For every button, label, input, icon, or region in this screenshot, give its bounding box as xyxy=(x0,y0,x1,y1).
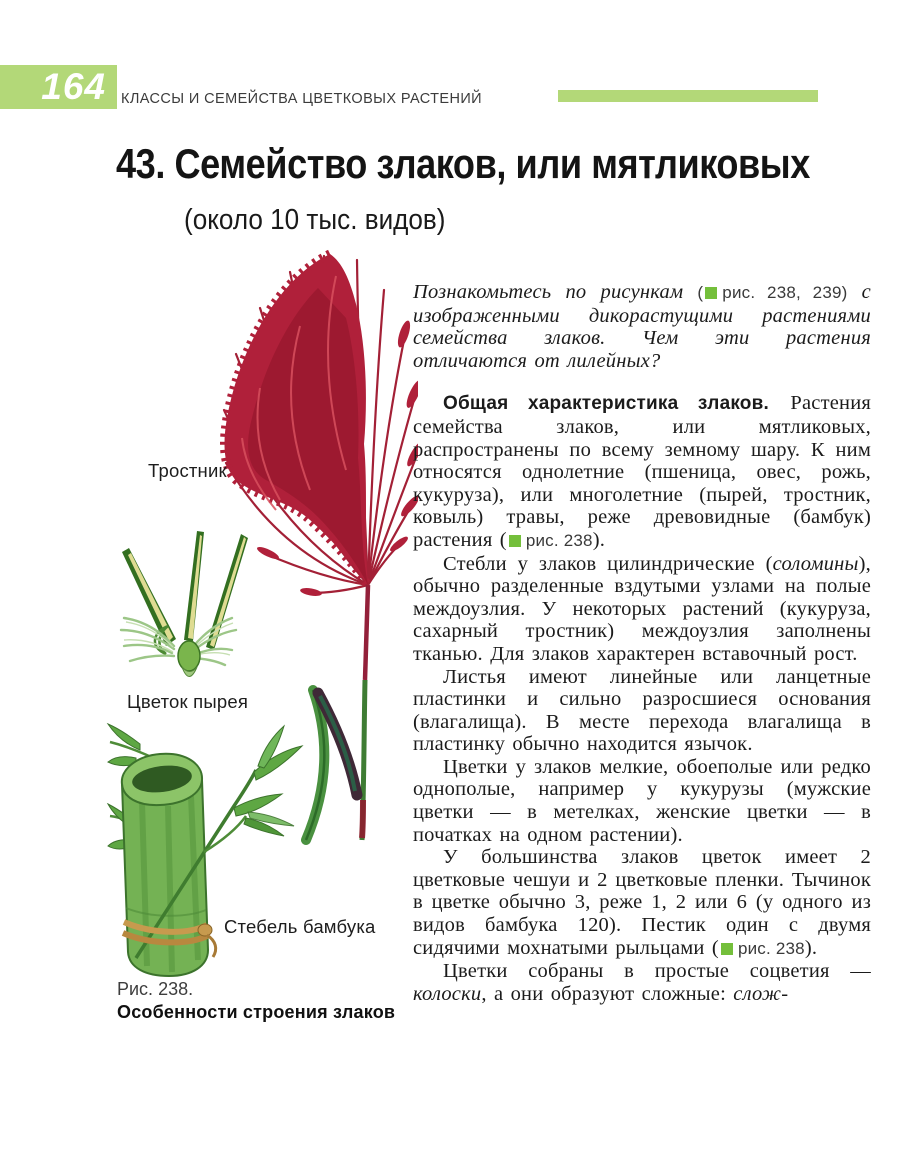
label-reed: Тростник xyxy=(148,460,227,481)
figure-caption-title: Особенности строения злаков xyxy=(117,1002,396,1022)
body-paragraph xyxy=(413,846,871,960)
figure-ref-square-icon xyxy=(705,287,717,299)
header-accent-bar xyxy=(558,90,818,102)
text-run: ), обычно разделенные вздутыми узлами на полые междоузлия. У некоторых растений (кукуруза, сахарный тростник) междоузлия заполнены тканью. Для злаков характерен вставочный рост. xyxy=(413,552,871,665)
wheatgrass-flower-illustration-icon xyxy=(112,528,257,688)
text-run: Растения семейства злаков, или мятликовых, распространены по всему земному шару. К ним относятся однолетние (пшеница, овес, рожь, кукуруза), или многолетние (пырей, тростник, ковыль) травы, реже древовидные (бамбук) растения ( xyxy=(413,392,871,551)
figure-ref-square-icon xyxy=(509,535,521,547)
body-paragraph xyxy=(413,756,871,846)
page-number: 164 xyxy=(41,66,106,107)
article-text xyxy=(413,281,871,1005)
chapter-title: 43. Семейство злаков, или мятликовых xyxy=(116,140,810,187)
page-number-badge xyxy=(0,65,117,109)
figure-ref-square-icon xyxy=(721,943,733,955)
figure-reference: ( xyxy=(697,283,704,302)
text-run: Общая характеристика злаков. xyxy=(443,393,769,415)
running-header: КЛАССЫ И СЕМЕЙСТВА ЦВЕТКОВЫХ РАСТЕНИЙ xyxy=(121,91,483,107)
text-run: колоски xyxy=(413,982,482,1005)
text-run: ). xyxy=(592,528,606,551)
body-paragraph xyxy=(413,553,871,666)
text-run: Цветки у злаков мелкие, обоеполые или редко однополые, например у кукурузы (мужские цветки — в метелках, женские цветки — в початках на одном растении). xyxy=(413,755,871,846)
text-run: У большинства злаков цветок имеет 2 цветковые чешуи и 2 цветковые пленки. Тычинок в цветке обычно 3, реже 1, 2 или 6 (у одного из видов бамбука 120). Пестик один с двумя сидячими мохнатыми рыльцами ( xyxy=(413,846,871,959)
figure-caption-number: Рис. 238. xyxy=(117,979,194,999)
label-wheatgrass-flower: Цветок пырея xyxy=(127,691,249,712)
figure-reference: рис. 238 xyxy=(737,938,805,958)
figure-reference: рис. 238 xyxy=(525,530,593,550)
text-run: Цветки собраны в простые соцветия — xyxy=(443,960,871,983)
figure-reference: рис. 238, 239) xyxy=(722,283,848,302)
text-run: слож- xyxy=(733,982,789,1005)
text-run: с изображенными дикорастущими растениями семейства злаков. Чем эти растения отличаются от лилейных? xyxy=(413,281,871,372)
body-paragraph xyxy=(413,392,871,552)
text-run: Стебли у злаков цилиндрические ( xyxy=(443,552,773,575)
text-run: Познакомьтесь по рисункам xyxy=(413,281,698,303)
text-run: Листья имеют линейные или ланцетные пластинки и сильно разросшиеся основания (влагалища). В месте перехода влагалища в пластинку обычно находится язычок. xyxy=(413,665,871,756)
body-paragraph xyxy=(413,960,871,1005)
body-paragraph xyxy=(413,281,871,372)
label-bamboo-stem: Стебель бамбука xyxy=(224,916,376,937)
body-paragraph xyxy=(413,666,871,756)
text-run: соломины xyxy=(772,552,859,575)
text-run: ). xyxy=(804,936,818,959)
text-run: , а они образуют сложные: xyxy=(481,982,734,1005)
chapter-subtitle: (около 10 тыс. видов) xyxy=(184,204,446,236)
